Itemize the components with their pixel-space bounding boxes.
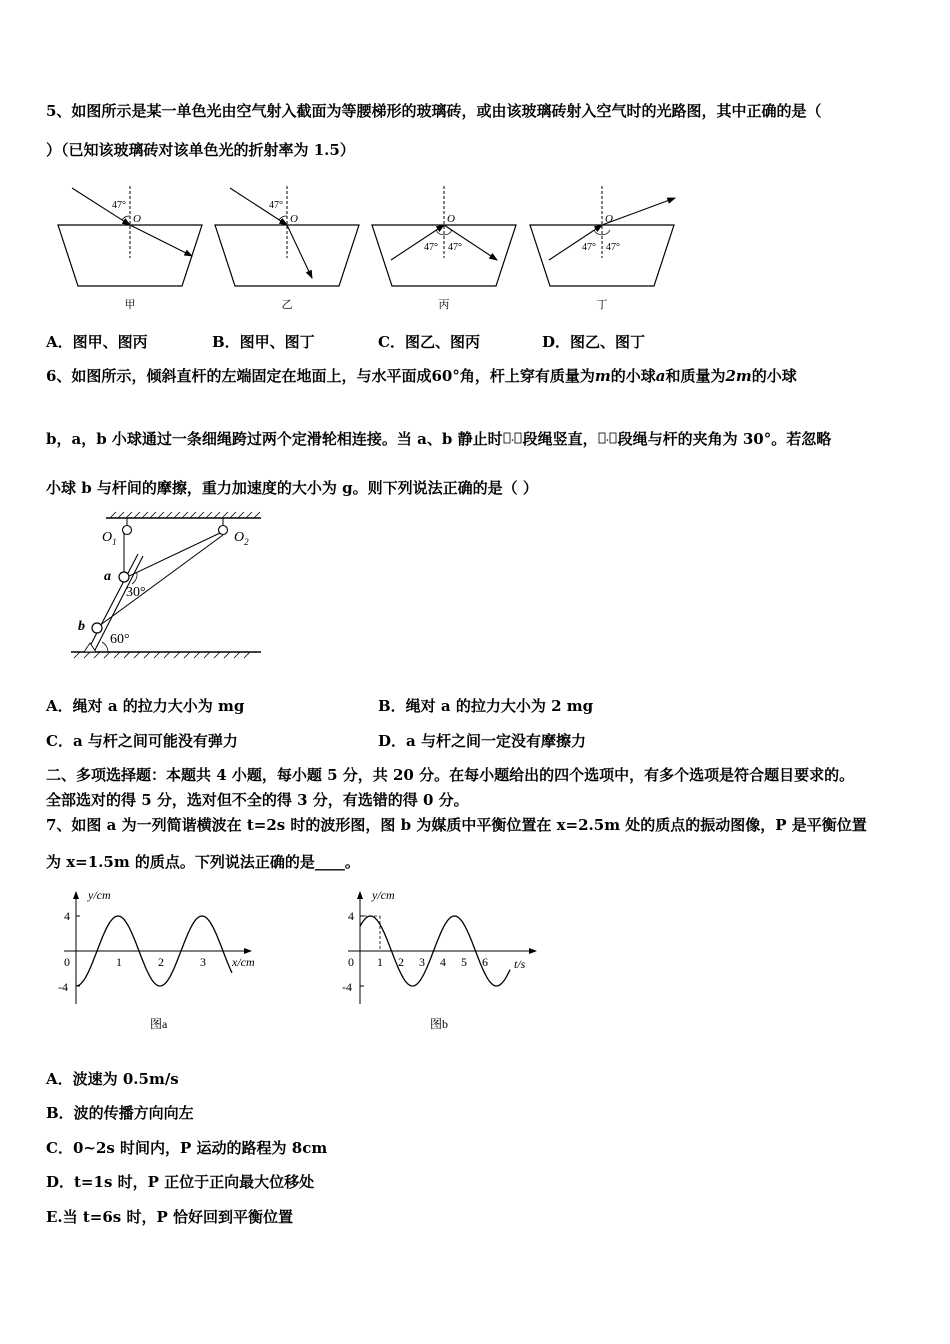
- q7-graph-b: [330, 880, 550, 1040]
- q7-option-b[interactable]: B．波的传播方向向左: [46, 1104, 194, 1122]
- q7-option-d[interactable]: D．t=1s 时，P 正位于正向最大位移处: [46, 1173, 315, 1191]
- graph-a-xtick: 2: [158, 955, 164, 969]
- angle-label: 47°: [112, 200, 126, 211]
- label-a: a: [104, 569, 111, 584]
- q5-figure: [50, 178, 690, 313]
- trapezoid-bing: [372, 225, 516, 286]
- angle-label: 47°: [448, 242, 462, 253]
- q5-stem-line2: ）（已知该玻璃砖对该单色光的折射率为 1.5）: [46, 141, 355, 159]
- missing-glyph-icon: [503, 432, 523, 446]
- angle-label: 47°: [269, 200, 283, 211]
- section2-heading-line1: 二、多项选择题：本题共 4 小题，每小题 5 分，共 20 分。在每小题给出的四个选项中，有多个选项是符合题目要求的。: [46, 766, 855, 784]
- q6-option-c[interactable]: C．a 与杆之间可能没有弹力: [46, 732, 238, 750]
- svg-text:O1: $O_1$: [102, 530, 117, 547]
- q5-option-d[interactable]: D．图乙、图丁: [542, 333, 646, 351]
- graph-b-xtick: 4: [440, 955, 446, 969]
- q6-stem-line3: 小球 b 与杆间的摩擦，重力加速度的大小为 g。则下列说法正确的是（ ）: [46, 479, 538, 497]
- graph-b-caption: 图b: [430, 1017, 449, 1031]
- graph-a-ytick: -4: [58, 980, 68, 994]
- caption-ding: 丁: [596, 299, 608, 311]
- graph-b-xtick: 5: [461, 955, 467, 969]
- caption-yi: 乙: [281, 299, 293, 311]
- graph-b-xtick: 0: [348, 955, 354, 969]
- q5-option-c[interactable]: C．图乙、图丙: [378, 333, 480, 351]
- q5-option-a[interactable]: A．图甲、图丙: [46, 333, 148, 351]
- graph-a-ylabel: y/cm: [88, 888, 111, 902]
- graph-b-ylabel: y/cm: [372, 888, 395, 902]
- q6-figure: [66, 510, 271, 662]
- q7-stem-line1: 7、如图 a 为一列简谐横波在 t=2s 时的波形图，图 b 为媒质中平衡位置在 x=2.5m 处的质点的振动图像，P 是平衡位置: [46, 816, 867, 834]
- graph-b-xtick: 1: [377, 955, 383, 969]
- graph-b-xtick: 3: [419, 955, 425, 969]
- angle-label: 47°: [582, 242, 596, 253]
- caption-jia: 甲: [124, 299, 136, 311]
- graph-b-xtick: 2: [398, 955, 404, 969]
- graph-b-xlabel: t/s: [514, 957, 526, 971]
- graph-b-ytick: -4: [342, 980, 352, 994]
- graph-a-xtick: 3: [200, 955, 206, 969]
- q7-option-e[interactable]: E.当 t=6s 时，P 恰好回到平衡位置: [46, 1208, 293, 1226]
- label-b: b: [78, 619, 85, 634]
- point-o-label: O: [133, 213, 141, 225]
- q7-graph-a: [46, 880, 286, 1040]
- graph-b-ytick: 4: [348, 909, 354, 923]
- graph-a-xtick: 1: [116, 955, 122, 969]
- graph-a-ytick: 4: [64, 909, 70, 923]
- point-o-label: O: [290, 213, 298, 225]
- graph-a-caption: 图a: [150, 1017, 168, 1031]
- angle-label: 47°: [606, 242, 620, 253]
- label-o1: O: [102, 530, 113, 545]
- svg-text:O2: $O_2$: [234, 530, 249, 547]
- angle-label: 47°: [424, 242, 438, 253]
- q5-stem-line1: 5、如图所示是某一单色光由空气射入截面为等腰梯形的玻璃砖，或由该玻璃砖射入空气时的光路图，其中正确的是（: [46, 102, 822, 120]
- q6-stem-line1: 6、如图所示，倾斜直杆的左端固定在地面上，与水平面成60°角，杆上穿有质量为m的小球a和质量为2m的小球: [46, 367, 797, 385]
- missing-glyph-icon: [598, 432, 618, 446]
- q7-option-c[interactable]: C．0~2s 时间内，P 运动的路程为 8cm: [46, 1139, 328, 1157]
- caption-bing: 丙: [438, 299, 450, 311]
- trapezoid-jia: [58, 225, 202, 286]
- point-o-label: O: [605, 213, 613, 225]
- trapezoid-yi: [215, 225, 359, 286]
- section2-heading-line2: 全部选对的得 5 分，选对但不全的得 3 分，有选错的得 0 分。: [46, 791, 469, 809]
- q6-option-d[interactable]: D．a 与杆之间一定没有摩擦力: [378, 732, 586, 750]
- q7-stem-line2: 为 x=1.5m 的质点。下列说法正确的是____。: [46, 853, 360, 871]
- q6-option-a[interactable]: A．绳对 a 的拉力大小为 mg: [46, 697, 245, 715]
- q5-option-b[interactable]: B．图甲、图丁: [212, 333, 315, 351]
- q6-option-b[interactable]: B．绳对 a 的拉力大小为 2 mg: [378, 697, 594, 715]
- trapezoid-ding: [530, 225, 674, 286]
- graph-a-xtick: 0: [64, 955, 70, 969]
- point-o-label: O: [447, 213, 455, 225]
- label-o2: O: [234, 530, 245, 545]
- q6-stem-line2: b，a，b 小球通过一条细绳跨过两个定滑轮相连接。当 a、b 静止时 段绳竖直， 段绳与杆的夹角为 30°。若忽略: [46, 430, 832, 448]
- angle-60-label: 60°: [110, 632, 130, 647]
- q7-option-a[interactable]: A．波速为 0.5m/s: [46, 1070, 179, 1088]
- angle-30-label: 30°: [126, 585, 146, 600]
- graph-a-xlabel: x/cm: [232, 955, 255, 969]
- graph-b-xtick: 6: [482, 955, 488, 969]
